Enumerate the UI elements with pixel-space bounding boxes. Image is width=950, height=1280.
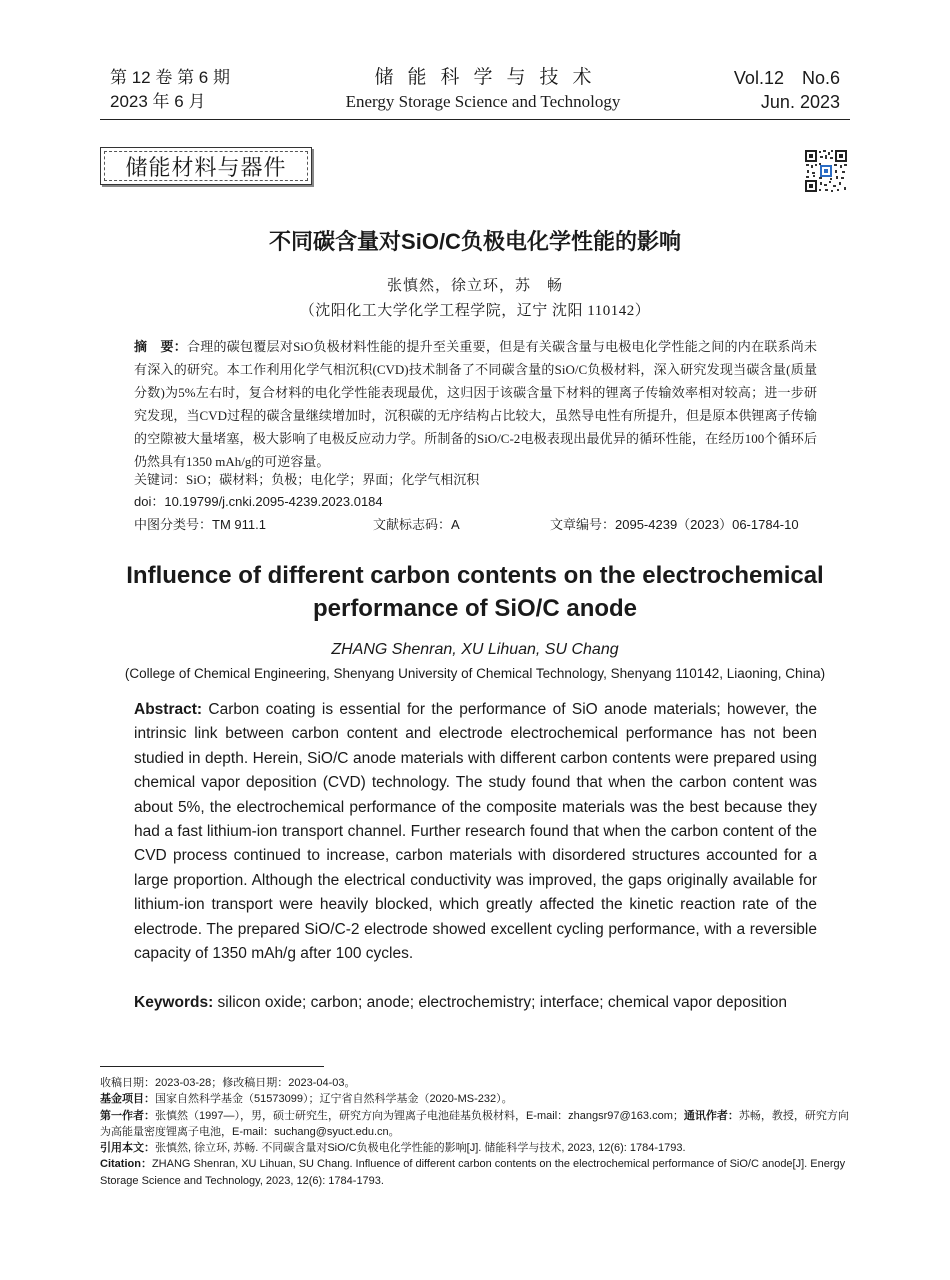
cite-en-label: Citation：: [100, 1158, 152, 1171]
first-author-label: 第一作者：: [100, 1109, 155, 1122]
keywords-cn: [134, 470, 479, 490]
section-label-box: [100, 147, 312, 185]
journal-name-en: Energy Storage Science and Technology: [345, 92, 621, 111]
affiliation-en: (College of Chemical Engineering, Shenyang University of Chemical Technology, Shenyang 110142, Liaoning, China): [124, 666, 826, 681]
abstract-en-label: Abstract:: [134, 701, 203, 718]
article-title-cn: 不同碳含量对SiO/C负极电化学性能的影响: [269, 229, 681, 254]
keywords-cn-text: SiO；碳材料；负极；电化学；界面；化学气相沉积: [186, 472, 480, 487]
funding-text: 国家自然科学基金（51573099）；辽宁省自然科学基金（2020-MS-232）。: [155, 1093, 513, 1106]
footnotes: [100, 1075, 850, 1189]
first-author-text: 张慎然（1997—），男，硕士研究生，研究方向为锂离子电池硅基负极材料，E-mail：zhangsr97@163.com；: [155, 1109, 684, 1122]
article-number: 文章编号：2095-4239（2023）06-1784-10: [550, 517, 799, 532]
funding-label: 基金项目：: [100, 1093, 155, 1106]
keywords-en-text: silicon oxide; carbon; anode; electrochemistry; interface; chemical vapor deposition: [213, 994, 788, 1011]
cite-en-text: ZHANG Shenran, XU Lihuan, SU Chang. Influence of different carbon contents on the electrochemical performance of SiO/C anode[J]. Energy Storage Science and Technology, 2023, 12(6): 1784-1793.: [100, 1158, 846, 1187]
doi[interactable]: doi：10.19799/j.cnki.2095-4239.2023.0184: [134, 494, 383, 509]
article-title-en: Influence of different carbon contents on the electrochemical performance of SiO/C anode: [126, 562, 824, 622]
abstract-en-text: Carbon coating is essential for the performance of SiO anode materials; however, the intrinsic link between carbon content and electrode electrochemical performance has not been studied in depth. Herein, SiO/C anode materials with different carbon contents were prepared using chemical vapor deposition (CVD) technology. The study found that when the carbon content was about 5%, the electrochemical performance of the composite materials was the best because they had a fast lithium-ion transport channel. Further research found that when the carbon content of the CVD process continued to increase, carbon materials with disordered structures accounted for a large proportion. Although the electrical conductivity was improved, the gaps originally available for lithium-ion transport were heavily blocked, which greatly affected the kinetic reaction rate of the electrode. The prepared SiO/C-2 electrode showed excellent cycling performance, with a reversible capacity of 1350 mAh/g after 100 cycles.: [134, 701, 817, 963]
affiliation-cn: （沈阳化工大学化学工程学院，辽宁 沈阳 110142）: [299, 303, 651, 319]
corresponding-label: 通讯作者：: [683, 1109, 739, 1122]
journal-issue-cn: [110, 66, 230, 114]
journal-issue-en: [734, 66, 840, 114]
cite-cn-text: 张慎然, 徐立环, 苏畅. 不同碳含量对SiO/C负极电化学性能的影响[J]. 储能科学与技术, 2023, 12(6): 1784-1793.: [155, 1142, 686, 1155]
authors-en: ZHANG Shenran, XU Lihuan, SU Chang: [331, 641, 619, 658]
cite-cn-label: 引用本文：: [100, 1142, 155, 1155]
abstract-cn-label: 摘 要：: [134, 339, 188, 354]
keywords-en-label: Keywords:: [134, 994, 214, 1011]
journal-name: [300, 66, 666, 114]
volume-issue-en: Vol.12 No.6: [733, 68, 840, 88]
keywords-cn-label: 关键词：: [134, 472, 187, 487]
abstract-cn-text: 合理的碳包覆层对SiO负极材料性能的提升至关重要，但是有关碳含量与电极电化学性能之间的内在联系尚未有深入的研究。本工作利用化学气相沉积(CVD)技术制备了不同碳含量的SiO/C负极材料，深入研究发现当碳含量(质量分数)为5%左右时，复合材料的电化学性能表现最优，这归因于该碳含量下材料的锂离子传输效率相对较高；进一步研究发现，当CVD过程的碳含量继续增加时，沉积碳的无序结构占比较大，虽然导电性有所提升，但是原本供锂离子传输的空隙被大量堵塞，极大影响了电极反应动力学。所制备的SiO/C-2电极表现出最优异的循环性能，在经历100个循环后仍然具有1350 mAh/g的可逆容量。: [134, 339, 817, 469]
footnote-rule: [100, 1066, 324, 1067]
volume-issue-cn: 第 12 卷 第 6 期: [110, 68, 230, 87]
cite-cn: [100, 1140, 850, 1156]
abstract-en: [134, 698, 817, 966]
document-code: 文献标志码：A: [373, 517, 460, 532]
section-label: 储能材料与器件: [104, 151, 308, 181]
keywords-en: [134, 992, 787, 1014]
cite-en: [100, 1156, 850, 1189]
journal-name-cn: 储能科学与技术: [374, 67, 606, 88]
authors-cn: 张慎然，徐立环，苏 畅: [386, 278, 563, 294]
abstract-cn: [134, 335, 817, 473]
author-en-1: ZHANG Shenran: [331, 641, 453, 658]
funding: [100, 1091, 850, 1107]
received-date: 收稿日期：2023-03-28；修改稿日期：2023-04-03。: [100, 1077, 356, 1089]
header-rule: [100, 119, 850, 120]
author-info: [100, 1108, 850, 1141]
clc-number: 中图分类号：TM 911.1: [134, 517, 266, 532]
issue-date-en: Jun. 2023: [760, 92, 840, 112]
corresponding-text: 苏畅，教授，研究方向为高能量密度锂离子电池，E-mail：suchang@syuct.edu.cn。: [100, 1109, 849, 1138]
author-en-3: SU Chang: [544, 641, 619, 658]
issue-date-cn: 2023 年 6 月: [110, 92, 206, 111]
author-en-2: XU Lihuan: [461, 641, 536, 658]
qr-code-icon[interactable]: [804, 149, 848, 193]
